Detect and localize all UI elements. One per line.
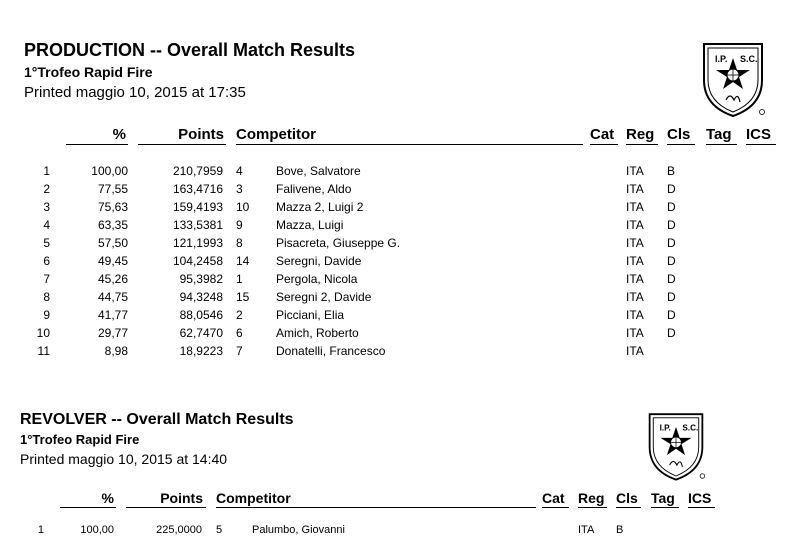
place-cell: 9	[43, 308, 50, 322]
points-cell: 104,2458	[172, 254, 223, 268]
header-underline	[216, 507, 536, 508]
table-row	[0, 524, 788, 542]
table-row	[0, 182, 788, 200]
class-cell: D	[667, 254, 676, 268]
region-cell: ITA	[626, 254, 644, 268]
place-cell: 7	[43, 272, 50, 286]
col-header-cat: Cat	[542, 490, 565, 506]
percent-cell: 63,35	[97, 218, 128, 232]
region-cell: ITA	[578, 524, 595, 536]
place-cell: 6	[43, 254, 50, 268]
competitor-number-cell: 9	[236, 218, 243, 232]
competitor-number-cell: 6	[236, 326, 243, 340]
competitor-name-cell: Pisacreta, Giuseppe G.	[276, 236, 401, 250]
col-header-competitor: Competitor	[236, 126, 316, 143]
match-name: 1°Trofeo Rapid Fire	[20, 432, 140, 447]
percent-cell: 29,77	[97, 326, 128, 340]
points-cell: 159,4193	[172, 200, 223, 214]
header-underline	[626, 144, 658, 145]
percent-cell: 41,77	[97, 308, 128, 322]
col-header-tag: Tag	[651, 490, 675, 506]
table-row	[0, 164, 788, 182]
table-row	[0, 218, 788, 236]
table-row	[0, 290, 788, 308]
place-cell: 8	[43, 290, 50, 304]
svg-text:I.P.: I.P.	[659, 423, 671, 433]
points-cell: 133,5381	[172, 218, 223, 232]
points-cell: 121,1993	[172, 236, 223, 250]
competitor-name-cell: Seregni, Davide	[276, 254, 362, 268]
points-cell: 94,3248	[179, 290, 223, 304]
header-underline	[578, 507, 607, 508]
table-row	[0, 308, 788, 326]
competitor-name-cell: Amich, Roberto	[276, 326, 359, 340]
results-table	[0, 164, 788, 362]
competitor-name-cell: Bove, Salvatore	[276, 164, 361, 178]
col-header-tag: Tag	[706, 126, 732, 143]
competitor-number-cell: 3	[236, 182, 243, 196]
points-cell: 18,9223	[179, 344, 223, 358]
competitor-number-cell: 15	[236, 290, 250, 304]
place-cell: 10	[36, 326, 50, 340]
percent-cell: 44,75	[97, 290, 128, 304]
percent-cell: 49,45	[97, 254, 128, 268]
points-cell: 95,3982	[179, 272, 223, 286]
place-cell: 1	[37, 524, 44, 536]
percent-cell: 45,26	[97, 272, 128, 286]
percent-cell: 100,00	[80, 524, 114, 536]
region-cell: ITA	[626, 290, 644, 304]
col-header-points: Points	[160, 490, 203, 506]
region-cell: ITA	[626, 218, 644, 232]
competitor-name-cell: Picciani, Elia	[276, 308, 345, 322]
table-row	[0, 326, 788, 344]
svg-text:I.P.: I.P.	[715, 54, 728, 64]
header-underline	[651, 507, 679, 508]
col-header-ics: ICS	[688, 490, 712, 506]
class-cell: D	[667, 290, 676, 304]
header-underline	[138, 144, 226, 145]
place-cell: 5	[43, 236, 50, 250]
region-cell: ITA	[626, 326, 644, 340]
competitor-name-cell: Pergola, Nicola	[276, 272, 358, 286]
competitor-number-cell: 4	[236, 164, 243, 178]
header-underline	[746, 144, 776, 145]
header-underline	[126, 507, 206, 508]
revolver-results-section	[0, 405, 788, 554]
competitor-name-cell: Falivene, Aldo	[276, 182, 352, 196]
col-header-percent: %	[101, 490, 114, 506]
match-name: 1°Trofeo Rapid Fire	[24, 64, 153, 80]
class-cell: B	[667, 164, 676, 178]
competitor-number-cell: 14	[236, 254, 250, 268]
header-underline	[542, 507, 569, 508]
col-header-cls: Cls	[616, 490, 638, 506]
place-cell: 3	[43, 200, 50, 214]
table-row	[0, 344, 788, 362]
competitor-number-cell: 5	[216, 524, 223, 536]
region-cell: ITA	[626, 200, 644, 214]
competitor-number-cell: 8	[236, 236, 243, 250]
printed-date: Printed maggio 10, 2015 at 14:40	[20, 451, 228, 467]
svg-text:S.C.: S.C.	[740, 54, 758, 64]
table-row	[0, 236, 788, 254]
results-table	[0, 524, 788, 542]
region-cell: ITA	[626, 308, 644, 322]
section-title: REVOLVER -- Overall Match Results	[20, 411, 294, 428]
place-cell: 2	[43, 182, 50, 196]
header-underline	[590, 144, 618, 145]
region-cell: ITA	[626, 272, 644, 286]
place-cell: 4	[43, 218, 50, 232]
col-header-competitor: Competitor	[216, 490, 291, 506]
region-cell: ITA	[626, 344, 644, 358]
ipsc-shield-logo-icon	[700, 40, 766, 118]
col-header-cat: Cat	[590, 126, 615, 143]
class-cell: D	[667, 326, 676, 340]
competitor-number-cell: 10	[236, 200, 250, 214]
col-header-percent: %	[112, 126, 126, 143]
ipsc-shield-logo-icon	[646, 410, 706, 482]
competitor-name-cell: Mazza, Luigi	[276, 218, 344, 232]
points-cell: 163,4716	[172, 182, 223, 196]
place-cell: 1	[43, 164, 50, 178]
class-cell: D	[667, 182, 676, 196]
table-row	[0, 254, 788, 272]
class-cell: B	[616, 524, 624, 536]
col-header-points: Points	[178, 126, 224, 143]
class-cell: D	[667, 200, 676, 214]
header-underline	[60, 507, 116, 508]
points-cell: 210,7959	[172, 164, 223, 178]
col-header-cls: Cls	[667, 126, 691, 143]
header-underline	[667, 144, 695, 145]
region-cell: ITA	[626, 236, 644, 250]
competitor-number-cell: 7	[236, 344, 243, 358]
points-cell: 225,0000	[156, 524, 202, 536]
printed-date: Printed maggio 10, 2015 at 17:35	[24, 84, 246, 101]
points-cell: 62,7470	[179, 326, 223, 340]
header-underline	[66, 144, 128, 145]
col-header-reg: Reg	[578, 490, 605, 506]
header-underline	[706, 144, 737, 145]
percent-cell: 75,63	[97, 200, 128, 214]
competitor-name-cell: Seregni 2, Davide	[276, 290, 372, 304]
table-row	[0, 272, 788, 290]
competitor-name-cell: Palumbo, Giovanni	[252, 524, 345, 536]
percent-cell: 100,00	[91, 164, 128, 178]
competitor-name-cell: Mazza 2, Luigi 2	[276, 200, 364, 214]
col-header-ics: ICS	[746, 126, 772, 143]
points-cell: 88,0546	[179, 308, 223, 322]
region-cell: ITA	[626, 164, 644, 178]
place-cell: 11	[37, 344, 50, 358]
table-row	[0, 200, 788, 218]
col-header-reg: Reg	[626, 126, 655, 143]
section-title: PRODUCTION -- Overall Match Results	[24, 40, 356, 60]
percent-cell: 57,50	[97, 236, 128, 250]
percent-cell: 8,98	[104, 344, 128, 358]
class-cell: D	[667, 218, 676, 232]
competitor-number-cell: 2	[236, 308, 243, 322]
percent-cell: 77,55	[97, 182, 128, 196]
competitor-number-cell: 1	[236, 272, 243, 286]
svg-text:S.C.: S.C.	[682, 423, 699, 433]
header-underline	[688, 507, 715, 508]
header-underline	[236, 144, 583, 145]
class-cell: D	[667, 308, 676, 322]
class-cell: D	[667, 272, 676, 286]
class-cell: D	[667, 236, 676, 250]
region-cell: ITA	[626, 182, 644, 196]
header-underline	[616, 507, 641, 508]
competitor-name-cell: Donatelli, Francesco	[276, 344, 386, 358]
